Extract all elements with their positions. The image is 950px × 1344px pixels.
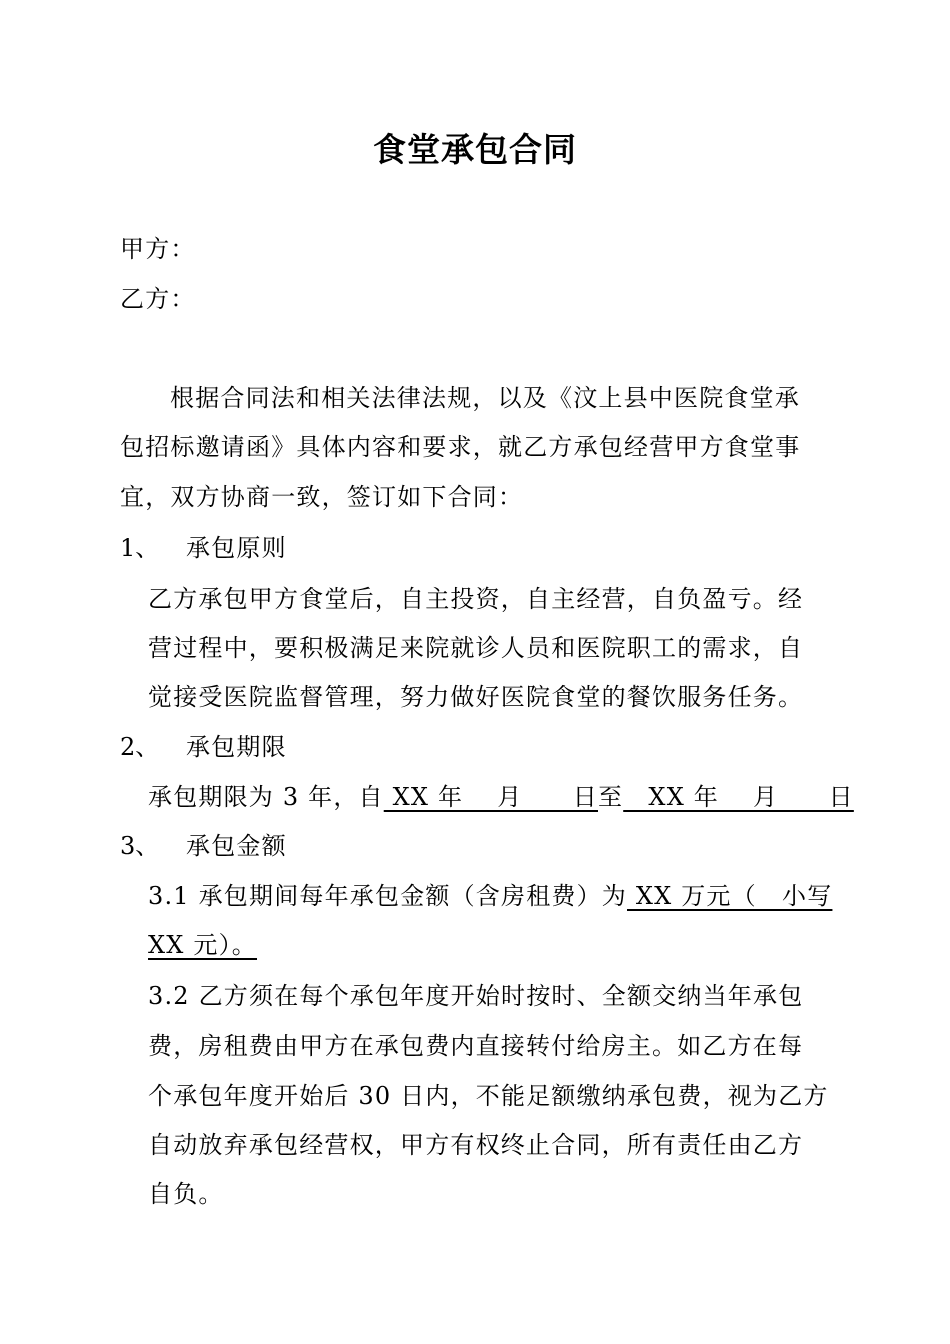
amount-value: XX 万元（ 小写 xyxy=(627,882,833,910)
section-body-line: 乙方承包甲方食堂后，自主投资，自主经营，自负盈亏。经 xyxy=(148,585,804,613)
section-number: 2、 xyxy=(120,733,160,761)
contract-title: 食堂承包合同 xyxy=(373,130,577,169)
section-heading: 承包原则 xyxy=(186,534,287,562)
term-end-date: XX 年 月 日 xyxy=(623,783,854,811)
section-body-line: 自动放弃承包经营权，甲方有权终止合同，所有责任由乙方 xyxy=(148,1131,804,1159)
party-b-label: 乙方： xyxy=(120,285,196,313)
intro-line: 宜，双方协商一致，签订如下合同： xyxy=(120,483,524,511)
amount-line xyxy=(148,880,832,912)
section-heading: 承包金额 xyxy=(186,832,287,860)
term-line xyxy=(148,781,854,813)
section-body-line: 费，房租费由甲方在承包费内直接转付给房主。如乙方在每 xyxy=(148,1032,804,1060)
section-body-line: 营过程中，要积极满足来院就诊人员和医院职工的需求，自 xyxy=(148,634,804,662)
section-body-line: 3.2 乙方须在每个承包年度开始时按时、全额交纳当年承包 xyxy=(148,982,804,1010)
section-body-line: 自负。 xyxy=(148,1180,224,1208)
amount-line xyxy=(148,929,257,961)
amount-value-cont: XX 元）。 xyxy=(148,931,258,959)
section-heading: 承包期限 xyxy=(186,733,287,761)
section-body-line: 个承包年度开始后 30 日内，不能足额缴纳承包费，视为乙方 xyxy=(148,1082,829,1110)
term-connector: 至 xyxy=(598,783,624,811)
party-a-label: 甲方： xyxy=(120,235,196,263)
section-body-line: 觉接受医院监督管理，努力做好医院食堂的餐饮服务任务。 xyxy=(148,683,804,711)
section-number: 1、 xyxy=(120,534,160,562)
intro-line: 根据合同法和相关法律法规，以及《汶上县中医院食堂承 xyxy=(170,384,800,412)
term-prefix: 承包期限为 3 年，自 xyxy=(148,783,384,811)
term-start-date: XX 年 月 日 xyxy=(383,783,598,811)
intro-line: 包招标邀请函》具体内容和要求，就乙方承包经营甲方食堂事 xyxy=(120,433,801,461)
section-number: 3、 xyxy=(120,832,160,860)
amount-prefix: 3.1 承包期间每年承包金额（含房租费）为 xyxy=(148,882,627,910)
